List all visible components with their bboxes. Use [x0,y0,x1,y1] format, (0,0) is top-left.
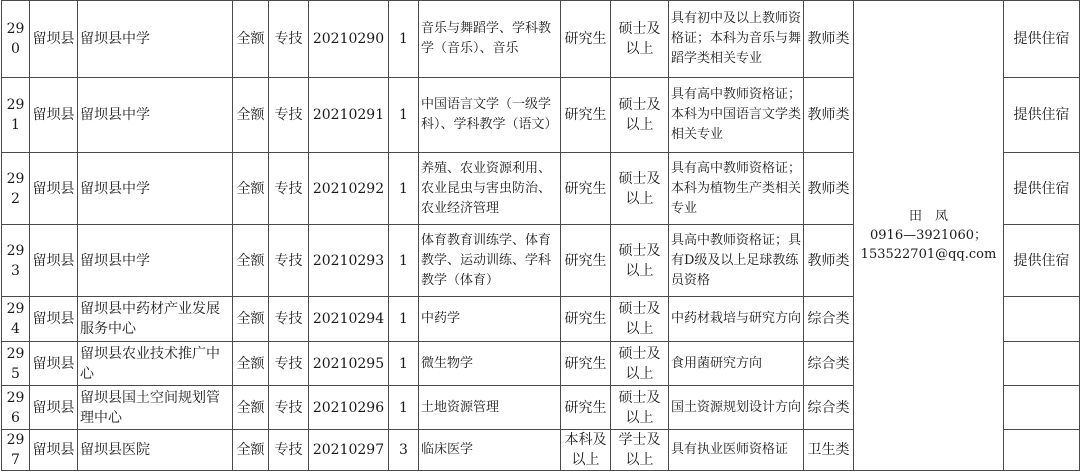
headcount-cell: 1 [389,153,419,225]
major-cell: 土地资源管理 [419,386,561,430]
unit-cell: 留坝县农业技术推广中心 [78,342,233,386]
row-number: 292 [2,153,30,225]
degree-cell: 硕士及以上 [611,153,669,225]
remark-cell: 提供住宿 [1004,153,1080,225]
county-cell: 留坝县 [30,78,78,153]
headcount-cell: 1 [389,386,419,430]
remark-cell [1004,297,1080,342]
requirements-cell: 具高中教师资格证；具有D级及以上足球教练员资格 [669,225,804,297]
contact-name: 田 凤 [908,209,948,224]
position-code-cell: 20210294 [309,297,389,342]
unit-cell: 留坝县中学 [78,1,233,78]
position-code-cell: 20210291 [309,78,389,153]
county-cell: 留坝县 [30,386,78,430]
requirements-cell: 具有初中及以上教师资格证；本科为音乐与舞蹈学类相关专业 [669,1,804,78]
category-cell: 综合类 [804,386,854,430]
position-type-cell: 专技 [269,1,309,78]
degree-cell: 硕士及以上 [611,78,669,153]
position-code-cell: 20210293 [309,225,389,297]
degree-cell: 硕士及以上 [611,342,669,386]
headcount-cell: 1 [389,225,419,297]
position-code-cell: 20210297 [309,430,389,471]
degree-cell: 硕士及以上 [611,386,669,430]
position-type-cell: 专技 [269,386,309,430]
row-number: 297 [2,430,30,471]
county-cell: 留坝县 [30,297,78,342]
county-cell: 留坝县 [30,342,78,386]
position-code-cell: 20210290 [309,1,389,78]
contact-email: 153522701@qq.com [860,247,997,262]
contact-cell [854,1,1004,471]
requirements-cell: 国土资源规划设计方向 [669,386,804,430]
education-cell: 研究生 [561,386,611,430]
unit-cell: 留坝县中学 [78,225,233,297]
degree-cell: 学士及以上 [611,430,669,471]
position-type-cell: 专技 [269,78,309,153]
category-cell: 卫生类 [804,430,854,471]
education-cell: 研究生 [561,78,611,153]
requirements-cell: 中药材栽培与研究方向 [669,297,804,342]
funding-cell: 全额 [233,1,269,78]
row-number: 294 [2,297,30,342]
funding-cell: 全额 [233,386,269,430]
requirements-cell: 具有高中教师资格证；本科为中国语言文学类相关专业 [669,78,804,153]
position-type-cell: 专技 [269,297,309,342]
recruitment-table [1,0,1080,471]
education-cell: 研究生 [561,153,611,225]
education-cell: 研究生 [561,1,611,78]
major-cell: 体育教育训练学、体育教学、运动训练、学科教学（体育） [419,225,561,297]
major-cell: 微生物学 [419,342,561,386]
category-cell: 教师类 [804,1,854,78]
category-cell: 综合类 [804,342,854,386]
position-type-cell: 专技 [269,430,309,471]
requirements-cell: 具有执业医师资格证 [669,430,804,471]
requirements-cell: 食用菌研究方向 [669,342,804,386]
unit-cell: 留坝县医院 [78,430,233,471]
county-cell: 留坝县 [30,225,78,297]
remark-cell [1004,342,1080,386]
row-number: 291 [2,78,30,153]
major-cell: 中药学 [419,297,561,342]
funding-cell: 全额 [233,430,269,471]
county-cell: 留坝县 [30,153,78,225]
county-cell: 留坝县 [30,430,78,471]
row-number: 293 [2,225,30,297]
funding-cell: 全额 [233,225,269,297]
education-cell: 研究生 [561,225,611,297]
position-type-cell: 专技 [269,225,309,297]
position-type-cell: 专技 [269,342,309,386]
contact-phone: 0916—3921060； [870,228,987,243]
remark-cell [1004,430,1080,471]
major-cell: 临床医学 [419,430,561,471]
major-cell: 中国语言文学（一级学科）、学科教学（语文） [419,78,561,153]
remark-cell: 提供住宿 [1004,78,1080,153]
remark-cell: 提供住宿 [1004,225,1080,297]
unit-cell: 留坝县中学 [78,78,233,153]
major-cell: 音乐与舞蹈学、学科教学（音乐）、音乐 [419,1,561,78]
county-cell: 留坝县 [30,1,78,78]
headcount-cell: 1 [389,342,419,386]
unit-cell: 留坝县国土空间规划管理中心 [78,386,233,430]
position-code-cell: 20210295 [309,342,389,386]
row-number: 290 [2,1,30,78]
degree-cell: 硕士及以上 [611,225,669,297]
table-row [2,1,1080,78]
funding-cell: 全额 [233,153,269,225]
remark-cell [1004,386,1080,430]
unit-cell: 留坝县中学 [78,153,233,225]
position-code-cell: 20210292 [309,153,389,225]
degree-cell: 硕士及以上 [611,1,669,78]
education-cell: 研究生 [561,342,611,386]
position-type-cell: 专技 [269,153,309,225]
funding-cell: 全额 [233,342,269,386]
education-cell: 研究生 [561,297,611,342]
category-cell: 综合类 [804,297,854,342]
category-cell: 教师类 [804,225,854,297]
funding-cell: 全额 [233,78,269,153]
row-number: 295 [2,342,30,386]
category-cell: 教师类 [804,78,854,153]
education-cell: 本科及以上 [561,430,611,471]
headcount-cell: 1 [389,1,419,78]
headcount-cell: 1 [389,78,419,153]
major-cell: 养殖、农业资源利用、农业昆虫与害虫防治、农业经济管理 [419,153,561,225]
category-cell: 教师类 [804,153,854,225]
position-code-cell: 20210296 [309,386,389,430]
headcount-cell: 3 [389,430,419,471]
degree-cell: 硕士及以上 [611,297,669,342]
requirements-cell: 具有高中教师资格证；本科为植物生产类相关专业 [669,153,804,225]
remark-cell: 提供住宿 [1004,1,1080,78]
funding-cell: 全额 [233,297,269,342]
row-number: 296 [2,386,30,430]
unit-cell: 留坝县中药材产业发展服务中心 [78,297,233,342]
headcount-cell: 1 [389,297,419,342]
